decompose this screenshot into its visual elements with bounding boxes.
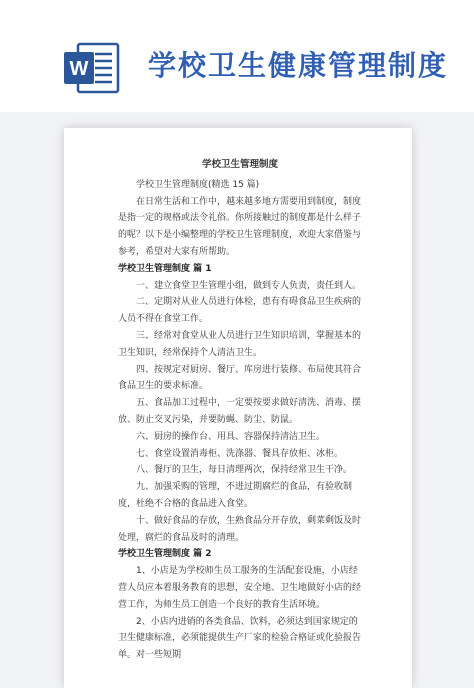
word-document-icon [62,40,120,96]
section1-item: 七、食堂设置消毒柜、洗涤器、餐具存放柜、冰柜。 [136,448,344,459]
banner-title: 学校卫生健康管理制度 [148,49,449,82]
word-icon-letter: W [69,58,89,80]
section2-item: 1、小店是为学校师生员工服务的生活配套设施，小店经营人员应本着服务教育的思想，安全地、卫生地做好小店的经营工作，为师生员工创造一个良好的教育生活环境。 [118,566,362,610]
section-heading-2: 学校卫生管理制度 篇 2 [118,549,212,560]
section1-item: 八、餐厅的卫生，每日清理两次，保持经常卫生干净。 [136,465,353,476]
document-title: 学校卫生管理制度 [201,159,278,170]
section1-item: 三、经常对食堂从业人员进行卫生知识培训，掌握基本的卫生知识，经常保持个人清洁卫生。 [118,330,362,358]
document-body [118,157,362,664]
section-heading-1: 学校卫生管理制度 篇 1 [118,263,212,274]
section1-item: 九、加强采购的管理，不进过期腐烂的食品，有验收制度，杜绝不合格的食品进入食堂。 [118,482,353,509]
banner [0,0,474,112]
document-intro: 在日常生活和工作中，越来越多地方需要用到制度，制度是指一定的规格或法令礼俗。你所接触过的制度都是什么样子的呢？以下是小编整理的学校卫生管理制度，欢迎大家借鉴与参考，希望对大家有所帮助。 [118,196,362,257]
section1-item: 六、厨房的操作台、用具、容器保持清洁卫生。 [136,431,326,442]
section1-item: 十、做好食品的存放，生熟食品分开存放，剩菜剩饭及时处理，腐烂的食品及时的清理。 [118,515,362,543]
document-subtitle: 学校卫生管理制度(精选 15 篇) [136,179,260,190]
section1-item: 二、定期对从业人员进行体检，患有有碍食品卫生疾病的人员不得在食堂工作。 [118,297,362,325]
section1-item: 一、建立食堂卫生管理小组，做到专人负责，责任到人。 [136,280,362,291]
section1-item: 四、按规定对厨房、餐厅、库房进行装修、布局使其符合食品卫生的要求标准。 [118,364,362,392]
section2-item: 2、小店内进销的各类食品、饮料，必须达到国家规定的卫生健康标准，必须能提供生产厂家的检验合格证或化验报告单。对一些短期 [118,616,362,661]
section1-item: 五、食品加工过程中，一定要按要求做好清洗、消毒、摆放、防止交叉污染，并要防蝇、防尘、防鼠。 [118,398,362,425]
